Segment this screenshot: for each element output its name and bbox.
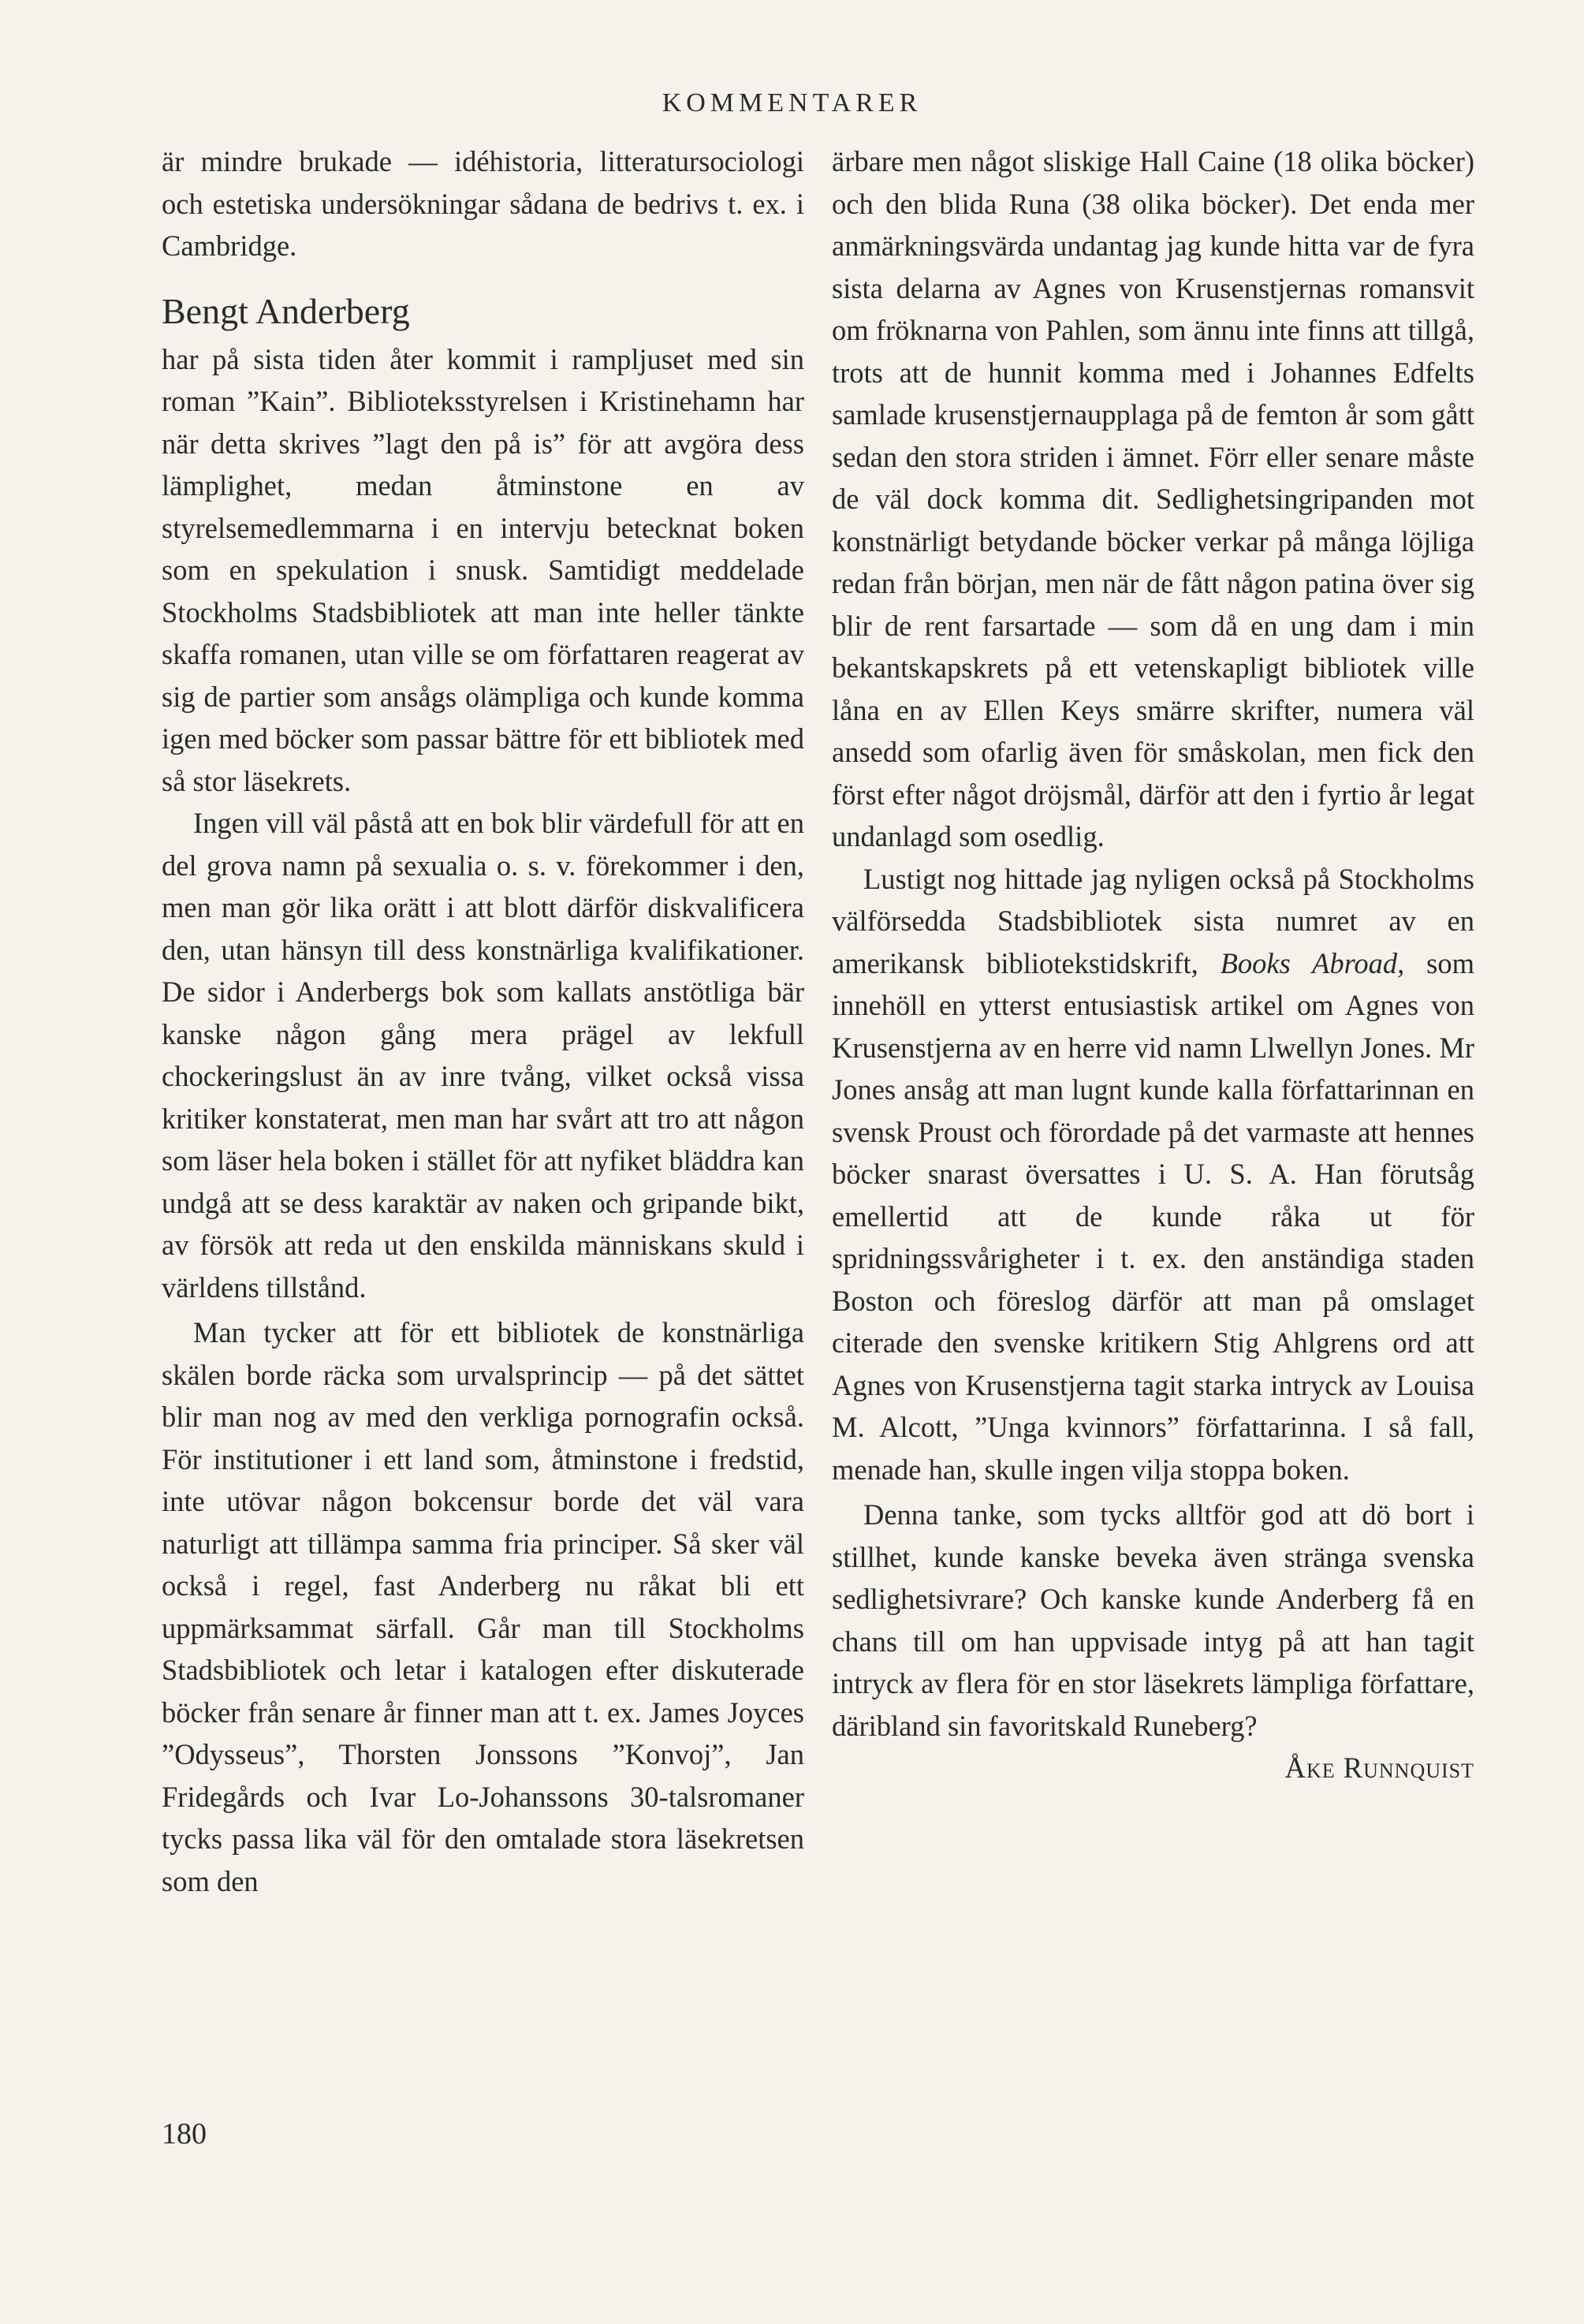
intro-paragraph: är mindre brukade — idéhistoria, litteratursociologi och estetiska undersökningar sådana de bedrivs t. ex. i Cambridge.	[162, 145, 804, 262]
page-number: 180	[162, 2117, 207, 2151]
body-paragraph: Denna tanke, som tycks alltför god att dö bort i stillhet, kunde kanske beveka även stränga svenska sedlighetsivrare? Och kanske kunde Anderberg få en chans till om han uppvisade intyg på att han tagit intryck av flera för en stor läsekrets lämpliga författare, däribland sin favoritskald Runeberg?	[832, 1498, 1474, 1742]
running-head: KOMMENTARER	[662, 88, 922, 118]
body-paragraph: har på sista tiden åter kommit i rampljuset med sin roman ”Kain”. Biblioteksstyrelsen i Kristinehamn har när detta skrives ”lagt den på is” för att avgöra dess lämplighet, medan åtminstone en av styrelsemedlemmarna i en intervju betecknat boken som en spekulation i snusk. Samtidigt meddelade Stockholms Stadsbibliotek att man inte heller tänkte skaffa romanen, utan ville se om författaren reagerat av sig de partier som ansågs olämpliga och kunde komma igen med böcker som passar bättre för ett bibliotek med så stor läsekrets.	[162, 342, 804, 797]
body-paragraph	[832, 858, 1474, 1491]
right-column	[832, 140, 1474, 1789]
section-heading: Bengt Anderberg	[162, 290, 410, 331]
paragraph-text: Lustigt nog hittade jag nyligen också på Stockholms välförsedda Stadsbibliotek sista numret av en amerikansk bibliotekstidskrift,	[832, 862, 1474, 979]
journal-title: Books Abroad,	[1220, 946, 1405, 979]
paragraph-text: som innehöll en ytterst entusiastisk artikel om Agnes von Krusenstjerna av en herre vid namn Llwellyn Jones. Mr Jones ansåg att man lugnt kunde kalla författarinnan en svensk Proust och förordade på det varmaste att hennes böcker snarast översattes i U. S. A. Han förutsåg emellertid att de kunde råka ut för spridningssvårigheter i t. ex. den anständiga staden Boston och föreslog därför att man på omslaget citerade den svenske kritikern Stig Ahlgrens ord att Agnes von Krusenstjerna tagit starka intryck av Louisa M. Alcott, ”Unga kvinnors” författarinna. I så fall, menade han, skulle ingen vilja stoppa boken.	[832, 946, 1474, 1486]
body-paragraph: ärbare men något sliskige Hall Caine (18 olika böcker) och den blida Runa (38 olika böcker). Det enda mer anmärkningsvärda undantag jag kunde hitta var de fyra sista delarna av Agnes von Krusenstjernas romansvit om fröknarna von Pahlen, som ännu inte finns att tillgå, trots att de hunnit komma med i Johannes Edfelts samlade krusenstjernaupplaga på de femton år som gått sedan den stora striden i ämnet. Förr eller senare måste de väl dock komma dit. Sedlighetsingripanden mot konstnärligt betydande böcker verkar på många löjliga redan från början, men när de fått någon patina över sig blir de rent farsartade — som då en ung dam i min bekantskapskrets på ett vetenskapligt bibliotek ville låna en av Ellen Keys smärre skrifter, numera väl ansedd som ofarlig även för småskolan, men fick den först efter något dröjsmål, därför att den i fyrtio år legat undanlagd som osedlig.	[832, 145, 1474, 852]
body-paragraph: Ingen vill väl påstå att en bok blir värdefull för att en del grova namn på sexualia o. s. v. förekommer i den, men man gör lika orätt i att blott därför diskvalificera den, utan hänsyn till dess konstnärliga kvalifikationer. De sidor i Anderbergs bok som kallats anstötliga bär kanske någon gång mera prägel av lekfull chockeringslust än av inre tvång, vilket också vissa kritiker konstaterat, men man har svårt att tro att någon som läser hela boken i stället för att nyfiket bläddra kan undgå att se dess karaktär av naken och gripande bikt, av försök att reda ut den enskilda människans skuld i världens tillstånd.	[162, 807, 804, 1304]
author-signature: Åke Runnquist	[1284, 1751, 1474, 1784]
left-column	[162, 140, 804, 1902]
body-paragraph: Man tycker att för ett bibliotek de konstnärliga skälen borde räcka som urvalsprincip — på det sättet blir man nog av med den verkliga pornografin också. För institutioner i ett land som, åtminstone i fredstid, inte utövar någon bokcensur borde det väl vara naturligt att tillämpa samma fria principer. Så sker väl också i regel, fast Anderberg nu råkat bli ett uppmärksammat särfall. Går man till Stockholms Stadsbibliotek och letar i katalogen efter diskuterade böcker från senare år finner man att t. ex. James Joyces ”Odysseus”, Thorsten Jonssons ”Konvoj”, Jan Fridegårds och Ivar Lo-Johanssons 30-talsromaner tycks passa lika väl för den omtalade stora läsekretsen som den	[162, 1316, 804, 1897]
